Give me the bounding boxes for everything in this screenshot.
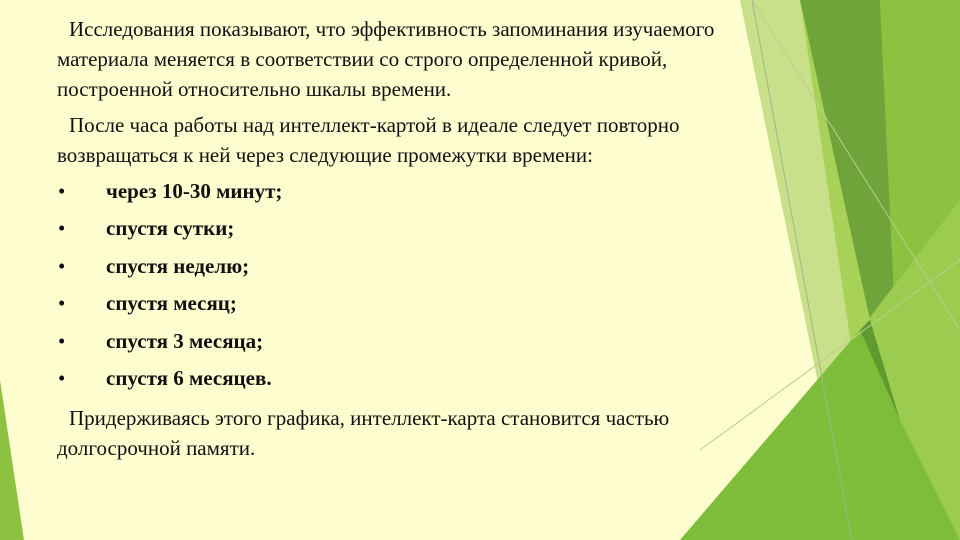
bullet-icon: • [58,328,66,353]
list-item-text: через 10-30 минут; [106,178,283,203]
list-item [57,322,727,360]
intro-paragraph: Исследования показывают, что эффективность запоминания изучаемого материала меняется в соответствии со строго определенной кривой, построенной относительно шкалы времени. [57,17,715,101]
list-item [57,210,727,248]
list-item-text: спустя неделю; [106,253,250,278]
bullet-icon: • [58,291,66,316]
bullet-icon: • [58,216,66,241]
list-item [57,360,727,398]
list-item [57,172,727,210]
list-item-text: спустя 3 месяца; [106,328,264,353]
bullet-icon: • [58,253,66,278]
list-item [57,285,727,323]
list-item-text: спустя сутки; [106,216,235,241]
conclusion-paragraph: Придерживаясь этого графика, интеллект-карта становится частью долгосрочной памяти. [57,406,670,460]
bullet-icon: • [58,366,66,391]
list-item [57,247,727,285]
review-intervals-list [57,172,727,397]
schedule-paragraph: После часа работы над интеллект-картой в идеале следует повторно возвращаться к ней через следующие промежутки времени: [57,113,680,167]
slide-text [57,14,727,463]
list-item-text: спустя 6 месяцев. [106,366,272,391]
bullet-icon: • [58,178,66,203]
left-accent-shape [0,380,24,540]
list-item-text: спустя месяц; [106,291,237,316]
